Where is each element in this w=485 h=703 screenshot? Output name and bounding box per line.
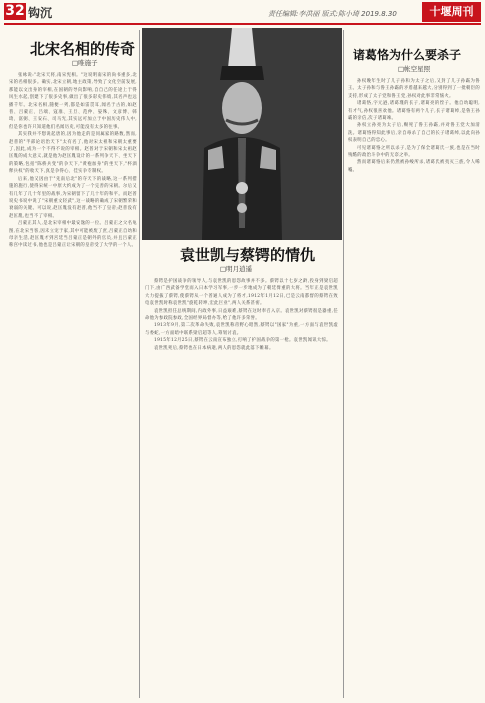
right-paragraph: 诸葛恪,字元逊,诸葛瑾的长子,诸葛亮的侄子。他自幼聪明,有才气,孙权很喜欢他。诸葛恪有两个儿子,长子诸葛绰,是鲁王孙霸的亲信,次子诸葛竦。 xyxy=(348,101,480,122)
portrait-photo xyxy=(142,28,342,240)
right-paragraph: 然而诸葛恪后来仍然被孙峻所杀,诸葛氏被夷灭三族,令人唏嘘。 xyxy=(348,160,480,173)
middle-article-body xyxy=(145,278,338,696)
left-paragraph: 其实我并不想说起唐的,因为他走的是同属家的路数,然而,赵普的"半部论语治天下"太有名了,他对宋太祖和宋朝太重要了,因此,成为一个不得不说的宰相。赵普对于宋朝和宋太祖赵匡胤的成大意义,就是他为赵匡胤设计的一系列争天下、坐天下的策略,包括"陈桥兵变"的争天下,"黄袍加身"的坐天下,"杯酒释兵权"的收天下,真是争得心、佳实争专制权。 xyxy=(9,132,137,175)
middle-paragraph: 1913年9月,第二次革命失败,袁世凯称帝野心昭然,蔡锷以"国家"为重,一方面与袁世凯虚与委蛇,一方面暗中联系梁启超等人,筹划讨袁。 xyxy=(145,323,338,336)
middle-article-author: □明月逍遥 xyxy=(220,265,253,273)
middle-article-title: 袁世凯与蔡锷的情仇 xyxy=(180,246,316,264)
left-article-body xyxy=(9,72,137,696)
right-paragraph: 可见诸葛恪之所以杀子,是为了保全诸葛氏一族,也是在当时残酷的政治斗争中的无奈之举。 xyxy=(348,145,480,159)
left-paragraph: 吕蒙正其人,是北宋宰相中最安逸的一位。吕蒙正之父名龟图,在北宋当客,因未立宠于家,其中可能被废了庶,吕蒙正自幼和母亲生活,赵匡胤才到宫廷当吕蒙正是朝外的官员,并且吕蒙正称宫中读过书,他也是吕蒙正让宋朝的皇帝受了大学的一个人。 xyxy=(9,221,137,249)
middle-paragraph: 1915年12月25日,蔡锷在云南宣布独立,打响了护国战争的第一枪。袁世凯闻讯大惊。 xyxy=(154,338,331,344)
left-paragraph: 后来,他又因由于"先南后北"的夺天下的战略,这一系列措施的施行,使得宋统一中原大约成为了一个完善的宋朝。尔后又有几年了几十年里的战事,为宋朝留下了几十年的和平。而赵普说史书说中说了"宋朝重文轻武",这一战略的确成了宋朝繁荣和衰弱的关键。可以说,赵匡胤没有赵普,他当不了皇帝;赵普没有赵匡胤,也当不了宰相。 xyxy=(9,176,137,219)
editor-line: 责任编辑:李洪丽 版式:陈小琦 2019.8.30 xyxy=(268,10,397,18)
page-header xyxy=(0,0,485,24)
middle-paragraph: 蔡锷是护国战争的领导人,与袁世凯的恩怨故事并不多。蔡锷以十七岁之龄,投身到梁启超门下,由广西武备学堂而入日本学习军事,一步一步地成为了朝廷倚重的大将。当年正是袁世凯大力提拔了蔡锷,使蔡锷从一个普通人成为了将才,1912年1月12日,已是云南都督的蔡锷在致电袁世凯时称袁世凯"旋乾转坤,宏此巨业",两人关系甚密。 xyxy=(145,279,338,307)
right-article-author: □帐空星照 xyxy=(398,65,431,73)
left-article-title: 北宋名相的传奇 xyxy=(30,40,136,58)
column-divider xyxy=(139,30,140,698)
right-article-body xyxy=(348,78,480,696)
left-paragraph: 张咏说:"北宋天将,南宋宪相。"这说明南宋的尚书重多,北宋的名相很多。确实,北宋立朝,地主政策,导致了文化空前发展,那能以文出身的宰相,在国朝的导向影响,自自己的任途上于得风生水起,创建下了很多史事,做出了很多彩史伟绩,其名声也远播千年。北宋名相,随便一列,都是如雷贯耳,闻名于古的,如赵普、吕蒙正、吕端、寇准、王旦、范仲、晏殊、文彦博、韩琦、富弼、王安石、司马光,其实远可加立于中国历史伟人中,但是你也许只知道他们名闻历史,可能没有太多的往事。 xyxy=(9,73,137,130)
middle-paragraph: 袁世凯死后,蔡锷也在日本病逝,两人的恩怨就此落下帷幕。 xyxy=(154,345,274,351)
right-paragraph: 孙权立孙亮为太子后,赐死了鲁王孙霸,并对鲁王党大加清洗。诸葛恪得知此事后,亲自毒杀了自己的长子诸葛绰,以此向孙权表明自己的忠心。 xyxy=(348,123,480,144)
header-rule xyxy=(4,23,481,25)
masthead: 十堰周刊 xyxy=(422,2,481,22)
column-divider xyxy=(343,30,344,698)
section-label: 钩沉 xyxy=(28,6,53,20)
page-number: 32 xyxy=(5,3,25,19)
left-article-author: □唯施子 xyxy=(72,59,98,67)
portrait-illustration xyxy=(142,28,342,240)
right-article-title: 诸葛恪为什么要杀子 xyxy=(353,48,462,62)
middle-paragraph: 袁世凯担任总统期间,内政外事,日益艰难,蔡锷在这时奉召入京。袁世凯对蔡锷很是器重,任命他为参政院参政,全国经界局督办等,给了他许多荣誉。 xyxy=(145,308,338,322)
right-paragraph: 孙权晚年生时了儿子孙和为太子之后,又封了儿子孙霸为鲁王。太子孙和与鲁王孙霸的矛盾越来越大,分别得到了一批朝臣的支持,形成了太子党和鲁王党,孙权对此事非常恼火。 xyxy=(348,79,480,99)
